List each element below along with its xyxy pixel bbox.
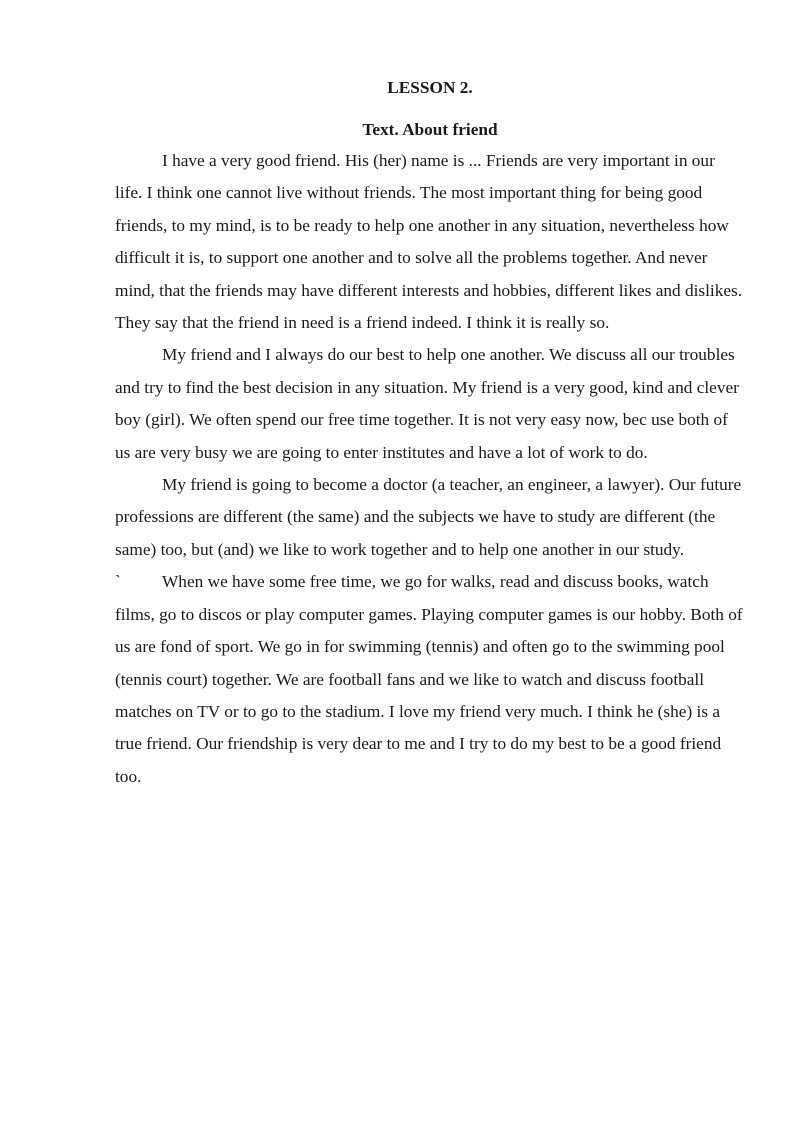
lesson-heading: LESSON 2. xyxy=(387,78,473,97)
paragraph-2: My friend and I always do our best to help one another. We discuss all our troubles and try to find the best decision in any situation. My friend is a very good, kind and clever boy (girl). We often spend our free time together. It is not very easy now, bec use both of us are very busy we are going to enter institutes and have a lot of work to do. xyxy=(115,345,739,462)
stray-backtick: ` xyxy=(115,572,121,592)
paragraph-1: I have a very good friend. His (her) name is ... Friends are very important in our life. I think one cannot live without friends. The most important thing for being good friends, to my mind, is to be ready to help one another in any situation, nevertheless how difficult it is, to support one another and to solve all the problems together. And never mind, that the friends may have different interests and hobbies, different likes and dislikes. They say that the friend in need is a friend indeed. I think it is really so. xyxy=(115,151,743,333)
paragraph-3: My friend is going to become a doctor (a teacher, an engineer, a lawyer). Our future professions are different (the same) and the subjects we have to study are different (the same) too, but (and) we like to work together and to help one another in our study. xyxy=(115,475,742,559)
text-title: Text. About friend xyxy=(362,120,498,139)
paragraph-4-wrapper xyxy=(115,566,745,793)
paragraph-4: When we have some free time, we go for walks, read and discuss books, watch films, go to discos or play computer games. Playing computer games is our hobby. Both of us are fond of sport. We go in for swimming (tennis) and often go to the swimming pool (tennis court) together. We are football fans and we like to watch and discuss football matches on TV or to go to the stadium. I love my friend very much. I think he (she) is a true friend. Our friendship is very dear to me and I try to do my best to be a good friend too. xyxy=(115,572,743,786)
document-body xyxy=(115,74,745,793)
